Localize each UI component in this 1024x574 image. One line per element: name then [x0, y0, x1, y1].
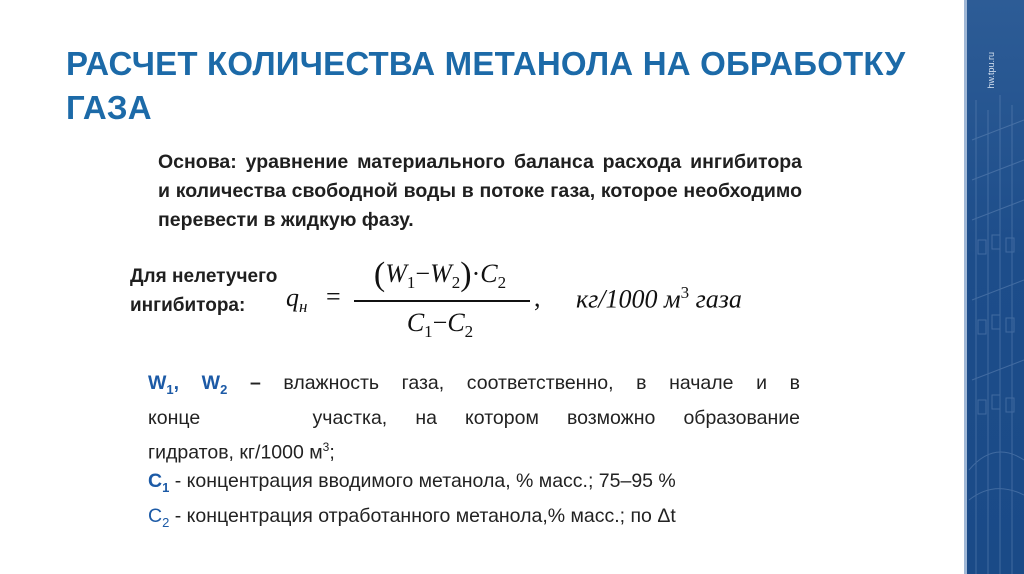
definition-c1: $C_1$ - концентрация вводимого метанола, % масс.; 75–95 % [148, 470, 676, 496]
formula-lhs: $q_н$ [286, 283, 308, 317]
definition-w-line1: $W_1$, $W_2$ – влажность газа, соответственно, в начале и в [148, 372, 800, 397]
methanol-formula [286, 252, 806, 352]
formula-unit: кг/1000 $м^3$ газа [576, 283, 742, 314]
definition-w-line2: конце участка, на котором возможно образование [148, 406, 800, 429]
slide-title: РАСЧЕТ КОЛИЧЕСТВА МЕТАНОЛА НА ОБРАБОТКУ ГАЗА [66, 45, 906, 126]
basis-paragraph: Основа: уравнение материального баланса расхода ингибитора и количества свободной воды в потоке газа, которое необходимо перевести в жидкую фазу. [158, 151, 802, 231]
sidebar-url: hw.tpu.ru [986, 52, 996, 89]
formula-comma: , [534, 283, 541, 312]
decorative-sidebar [964, 0, 1024, 574]
inhibitor-label: Для нелетучего ингибитора: [130, 266, 278, 316]
fraction-bar [354, 300, 530, 302]
formula-equals: = [326, 282, 341, 311]
definitions-block [148, 369, 800, 537]
definition-w-line3: гидратов, кг/1000 $м^3$; [148, 439, 335, 464]
formula-denominator: $C_1-C_2$ [406, 308, 474, 342]
formula-numerator: $(W_1-W_2)\cdot C_2$ [373, 256, 507, 293]
definition-c2: $C_2$ - концентрация отработанного метанола,% масс.; по Δt [148, 505, 676, 531]
